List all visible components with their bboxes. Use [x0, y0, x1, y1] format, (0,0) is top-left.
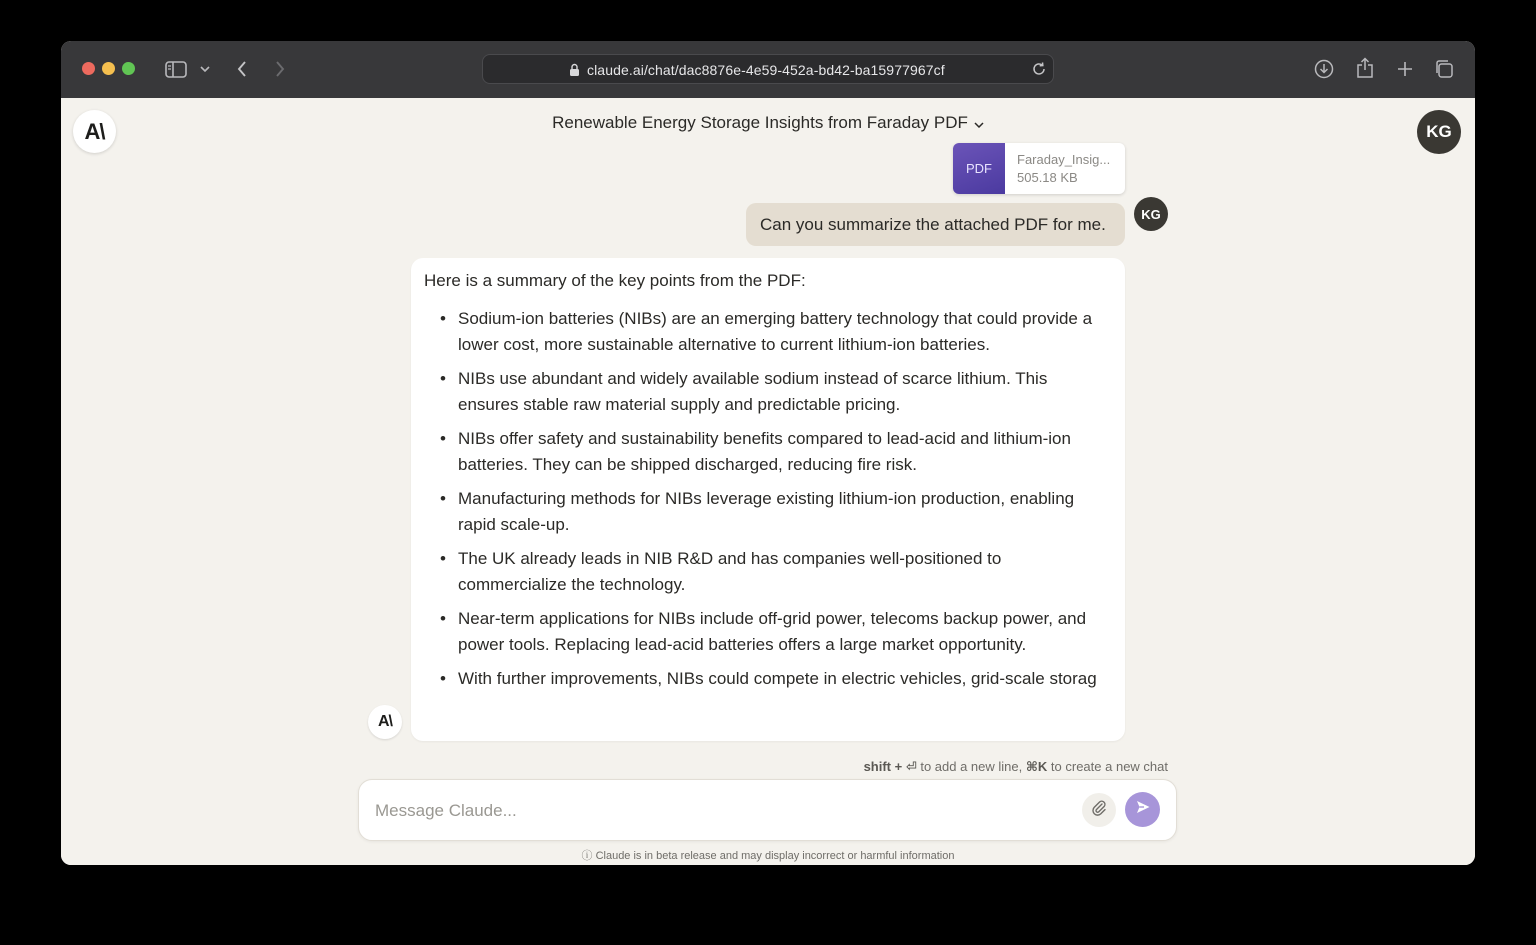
- sidebar-toggle-icon[interactable]: [164, 59, 188, 79]
- attachment-name: Faraday_Insig...: [1017, 152, 1111, 167]
- attach-file-button[interactable]: [1082, 793, 1116, 827]
- url-text: claude.ai/chat/dac8876e-4e59-452a-bd42-ba15977967cf: [587, 62, 945, 78]
- address-bar[interactable]: [482, 54, 1054, 84]
- hint-shortcut-newline: shift + ⏎: [863, 759, 917, 774]
- user-message-avatar: KG: [1134, 197, 1168, 231]
- keyboard-hint: [761, 759, 1168, 775]
- lock-icon: [569, 63, 580, 82]
- list-item: • The UK already leads in NIB R&D and has companies well-positioned to commercialize the technology.: [424, 546, 1112, 598]
- list-item: • Manufacturing methods for NIBs leverage existing lithium-ion production, enabling rapid scale-up.: [424, 486, 1112, 538]
- chat-title-dropdown[interactable]: [61, 113, 1475, 134]
- share-icon[interactable]: [1354, 56, 1376, 80]
- list-item: • NIBs use abundant and widely available sodium instead of scarce lithium. This ensures stable raw material supply and predictable pricing.: [424, 366, 1112, 418]
- zoom-window-button[interactable]: [122, 62, 135, 75]
- list-item: • Sodium-ion batteries (NIBs) are an emerging battery technology that could provide a lower cost, more sustainable alternative to current lithium-ion batteries.: [424, 306, 1112, 358]
- browser-window: [61, 41, 1475, 865]
- reload-icon[interactable]: [1031, 61, 1047, 82]
- forward-arrow-icon[interactable]: [271, 58, 289, 80]
- assistant-message-bubble: [411, 258, 1125, 741]
- list-item: • With further improvements, NIBs could compete in electric vehicles, grid-scale storag: [424, 666, 1112, 692]
- download-icon[interactable]: [1313, 58, 1335, 80]
- user-message-bubble: Can you summarize the attached PDF for me.: [746, 203, 1125, 246]
- paperclip-icon: [1091, 799, 1107, 822]
- new-tab-plus-icon[interactable]: [1394, 58, 1416, 80]
- chat-title-text: Renewable Energy Storage Insights from Faraday PDF: [552, 113, 968, 132]
- back-arrow-icon[interactable]: [233, 58, 251, 80]
- attachment-size: 505.18 KB: [1017, 170, 1078, 185]
- list-item: • NIBs offer safety and sustainability benefits compared to lead-acid and lithium-ion batteries. They can be shipped discharged, reducing fire risk.: [424, 426, 1112, 478]
- message-composer: [358, 779, 1177, 841]
- pdf-file-icon: PDF: [953, 143, 1005, 194]
- minimize-window-button[interactable]: [102, 62, 115, 75]
- assistant-intro-text: Here is a summary of the key points from the PDF:: [424, 271, 806, 290]
- hint-text-newline: to add a new line,: [916, 759, 1026, 774]
- message-input[interactable]: [375, 798, 1075, 824]
- user-avatar[interactable]: KG: [1417, 110, 1461, 154]
- chevron-down-icon: [974, 114, 984, 134]
- hint-text-newchat: to create a new chat: [1047, 759, 1168, 774]
- beta-disclaimer: ⓘ Claude is in beta release and may display incorrect or harmful information: [581, 850, 955, 862]
- hint-shortcut-newchat: ⌘K: [1025, 759, 1048, 774]
- send-button[interactable]: [1125, 792, 1160, 827]
- chevron-down-icon[interactable]: [198, 62, 212, 76]
- anthropic-logo-icon[interactable]: A\: [73, 110, 116, 153]
- browser-toolbar: [61, 41, 1475, 98]
- assistant-avatar-icon: A\: [368, 705, 402, 739]
- tab-overview-icon[interactable]: [1433, 58, 1455, 80]
- list-item: • Near-term applications for NIBs include off-grid power, telecoms backup power, and power tools. Replacing lead-acid batteries offers a large market opportunity.: [424, 606, 1112, 658]
- send-arrow-icon: [1135, 799, 1151, 820]
- chat-page: [61, 98, 1475, 865]
- pdf-attachment[interactable]: [953, 143, 1125, 194]
- close-window-button[interactable]: [82, 62, 95, 75]
- summary-list: [424, 306, 1112, 692]
